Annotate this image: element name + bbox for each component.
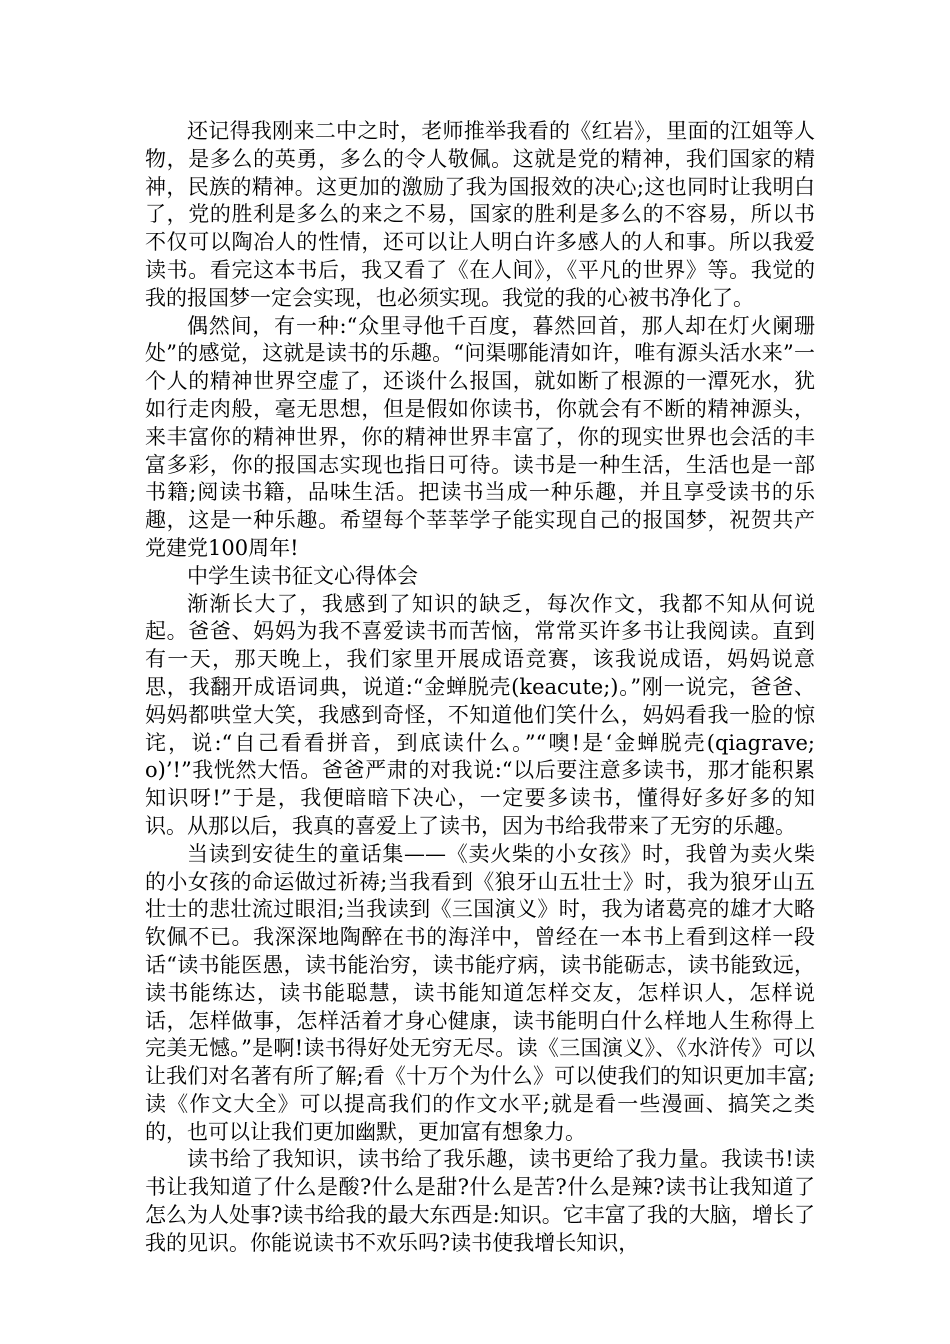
- paragraph-idiom-story: 渐渐长大了，我感到了知识的缺乏，每次作文，我都不知从何说起。爸爸、妈妈为我不喜爱读书而苦恼，常常买许多书让我阅读。直到有一天，那天晚上，我们家里开展成语竞赛，该我说成语，妈妈说意思，我翻开成语词典，说道:“金蝉脱壳(keacute;)。”刚一说完，爸爸、妈妈都哄堂大笑，我感到奇怪，不知道他们笑什么，妈妈看我一脸的惊诧，说:“自己看看拼音，到底读什么。”“噢!是‘金蝉脱壳(qiagrave;o)’!”我恍然大悟。爸爸严肃的对我说:“以后要注意多读书，那才能积累知识呀!”于是，我便暗暗下决心，一定要多读书，懂得好多好多的知识。从那以后，我真的喜爱上了读书，因为书给我带来了无穷的乐趣。: [145, 591, 815, 838]
- paragraph-reading-gives: 读书给了我知识，读书给了我乐趣，读书更给了我力量。我读书!读书让我知道了什么是酸?什么是甜?什么是苦?什么是辣?读书让我知道了怎么为人处事?读书给我的最大东西是:知识。它丰富了我的大脑，增长了我的见识。你能说读书不欢乐吗?读书使我增长知识，: [145, 1147, 815, 1255]
- paragraph-hongyan: 还记得我刚来二中之时，老师推举我看的《红岩》，里面的江姐等人物，是多么的英勇，多么的令人敬佩。这就是党的精神，我们国家的精神，民族的精神。这更加的激励了我为国报效的决心;这也同时让我明白了，党的胜利是多么的来之不易，国家的胜利是多么的不容易，所以书不仅可以陶冶人的性情，还可以让人明白许多感人的人和事。所以我爱读书。看完这本书后，我又看了《在人间》，《平凡的世界》等。我觉的我的报国梦一定会实现，也必须实现。我觉的我的心被书净化了。: [145, 119, 815, 310]
- paragraph-books-read: 当读到安徒生的童话集——《卖火柴的小女孩》时，我曾为卖火柴的小女孩的命运做过祈祷;当我看到《狼牙山五壮士》时，我为狼牙山五壮士的悲壮流过眼泪;当我读到《三国演义》时，我为诸葛亮的雄才大略钦佩不已。我深深地陶醉在书的海洋中，曾经在一本书上看到这样一段话“读书能医愚，读书能治穷，读书能疗病，读书能砺志，读书能致远，读书能练达，读书能聪慧，读书能知道怎样交友，怎样识人，怎样说话，怎样做事，怎样活着才身心健康，读书能明白什么样地人生称得上完美无憾。”是啊!读书得好处无穷无尽。读《三国演义》、《水浒传》可以让我们对名著有所了解;看《十万个为什么》可以使我们的知识更加丰富;读《作文大全》可以提高我们的作文水平;就是看一些漫画、搞笑之类的，也可以让我们更加幽默，更加富有想象力。: [145, 841, 815, 1144]
- document-body: [145, 118, 815, 1258]
- paragraph-reading-fun: 偶然间，有一种:“众里寻他千百度，暮然回首，那人却在灯火阑珊处”的感觉，这就是读书的乐趣。“问渠哪能清如许，唯有源头活水来”一个人的精神世界空虚了，还谈什么报国，就如断了根源的一潭死水，犹如行走肉般，毫无思想，但是假如你读书，你就会有不断的精神源头，来丰富你的精神世界，你的精神世界丰富了，你的现实世界也会活的丰富多彩，你的报国志实现也指日可待。读书是一种生活，生活也是一部书籍;阅读书籍，品味生活。把读书当成一种乐趣，并且享受读书的乐趣，这是一种乐趣。希望每个莘莘学子能实现自己的报国梦，祝贺共产党建党100周年!: [145, 313, 815, 560]
- essay-title: 中学生读书征文心得体会: [187, 563, 418, 588]
